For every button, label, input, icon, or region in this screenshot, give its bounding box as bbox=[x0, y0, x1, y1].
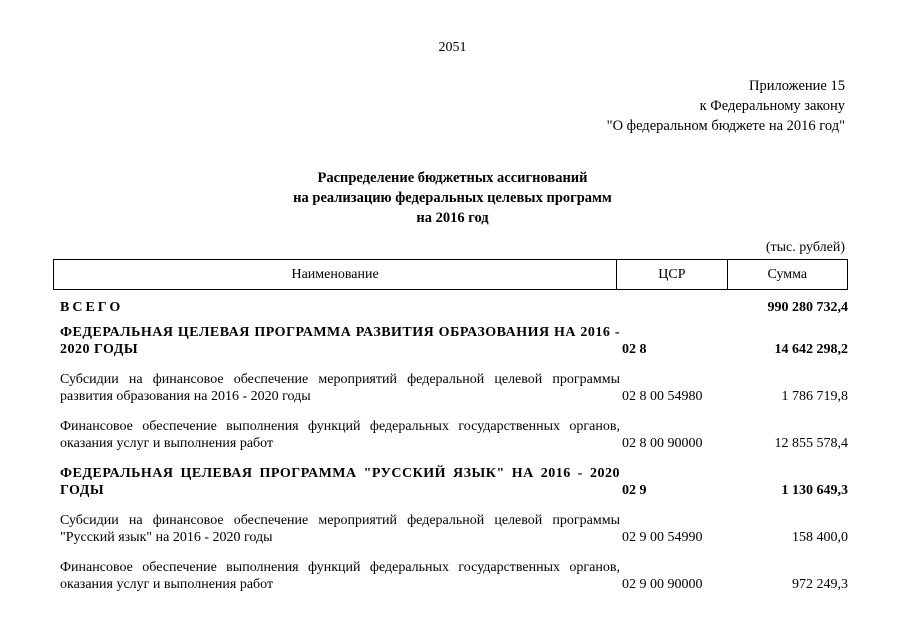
units-label: (тыс. рублей) bbox=[765, 240, 845, 255]
row-name: ФЕДЕРАЛЬНАЯ ЦЕЛЕВАЯ ПРОГРАММА "РУССКИЙ ЯЗЫК" НА 2016 - 2020 ГОДЫ bbox=[60, 466, 620, 498]
row-csr: 02 9 00 90000 bbox=[622, 577, 703, 592]
row-name: ФЕДЕРАЛЬНАЯ ЦЕЛЕВАЯ ПРОГРАММА РАЗВИТИЯ ОБРАЗОВАНИЯ НА 2016 - 2020 ГОДЫ bbox=[60, 325, 620, 357]
title-line-3: на 2016 год bbox=[416, 210, 489, 226]
row-name: Субсидии на финансовое обеспечение мероприятий федеральной целевой программы "Русский язык" на 2016 - 2020 годы bbox=[60, 513, 620, 545]
row-csr: 02 8 bbox=[622, 342, 647, 357]
row-sum: 972 249,3 bbox=[792, 577, 848, 592]
appendix-law-ref: к Федеральному закону bbox=[699, 98, 845, 114]
total-label: ВСЕГО bbox=[60, 300, 124, 315]
row-name: Субсидии на финансовое обеспечение мероприятий федеральной целевой программы развития образования на 2016 - 2020 годы bbox=[60, 372, 620, 404]
header-name: Наименование bbox=[54, 260, 617, 289]
row-name: Финансовое обеспечение выполнения функций федеральных государственных органов, оказания услуг и выполнения работ bbox=[60, 560, 620, 592]
budget-table bbox=[53, 259, 848, 593]
total-sum: 990 280 732,4 bbox=[767, 300, 848, 315]
row-csr: 02 9 bbox=[622, 483, 647, 498]
row-csr: 02 8 00 54980 bbox=[622, 389, 703, 404]
row-sum: 14 642 298,2 bbox=[774, 342, 848, 357]
table-row bbox=[53, 418, 848, 452]
document-title bbox=[0, 168, 905, 228]
table-row bbox=[53, 324, 848, 358]
total-row bbox=[53, 299, 848, 316]
appendix-header bbox=[520, 76, 845, 136]
row-sum: 1 786 719,8 bbox=[781, 389, 848, 404]
header-csr: ЦСР bbox=[617, 260, 727, 289]
row-sum: 12 855 578,4 bbox=[774, 436, 848, 451]
table-header bbox=[53, 259, 848, 290]
title-line-2: на реализацию федеральных целевых программ bbox=[293, 190, 612, 206]
row-csr: 02 9 00 54990 bbox=[622, 530, 703, 545]
title-line-1: Распределение бюджетных ассигнований bbox=[317, 170, 588, 186]
row-sum: 1 130 649,3 bbox=[781, 483, 848, 498]
table-row bbox=[53, 559, 848, 593]
table-row bbox=[53, 465, 848, 499]
header-sum: Сумма bbox=[767, 266, 808, 282]
row-sum: 158 400,0 bbox=[792, 530, 848, 545]
appendix-number: Приложение 15 bbox=[749, 78, 845, 94]
page-number: 2051 bbox=[438, 40, 467, 55]
row-csr: 02 8 00 90000 bbox=[622, 436, 703, 451]
table-row bbox=[53, 371, 848, 405]
appendix-law-title: "О федеральном бюджете на 2016 год" bbox=[606, 118, 845, 134]
table-row bbox=[53, 512, 848, 546]
row-name: Финансовое обеспечение выполнения функций федеральных государственных органов, оказания услуг и выполнения работ bbox=[60, 419, 620, 451]
